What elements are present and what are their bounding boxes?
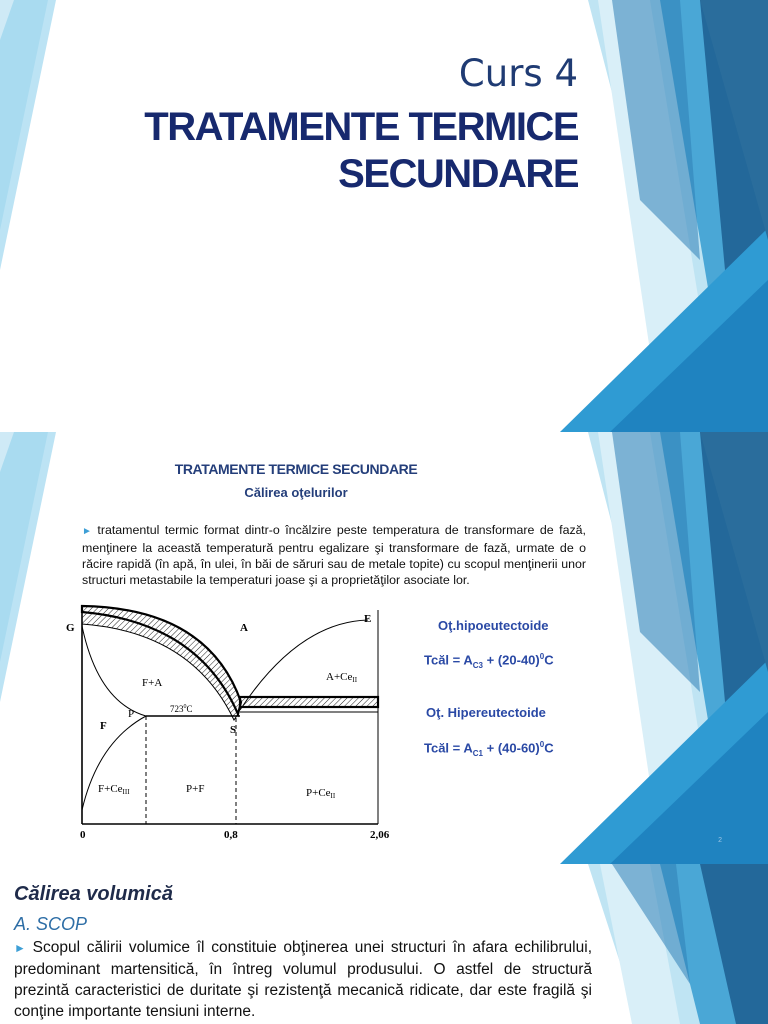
- slide-calirea-otelurilor: [0, 432, 768, 864]
- pq-curve: [82, 716, 146, 810]
- page-number: 2: [718, 837, 722, 844]
- title-line-2: SECUNDARE: [338, 152, 578, 196]
- tick-0-8: 0,8: [224, 829, 238, 841]
- label-a-plus-ce: A+CeII: [326, 671, 358, 684]
- phase-diagram: [58, 602, 403, 842]
- hatch-band-hyper: [240, 697, 378, 707]
- label-temperature: $723^0C$: [170, 704, 193, 714]
- hypereutectoid-formula: Tcăl = $A_{C1} + (40-60)^0C$: [424, 740, 554, 758]
- label-a: A: [240, 622, 248, 634]
- course-label: Curs 4: [458, 52, 578, 95]
- label-g: G: [66, 622, 75, 634]
- section-subheading: A. SCOP: [14, 914, 88, 934]
- definition-paragraph: [82, 522, 586, 588]
- label-f: F: [100, 720, 107, 732]
- tick-2-06: 2,06: [370, 829, 390, 841]
- section-heading: Călirea volumică: [14, 883, 173, 905]
- slide-heading: TRATAMENTE TERMICE SECUNDARE: [174, 461, 418, 477]
- label-p-plus-ce: P+CeII: [306, 787, 336, 800]
- left-deco-band: [0, 0, 56, 270]
- label-p-plus-f: P+F: [186, 783, 205, 795]
- slide-title: [0, 0, 768, 432]
- hypereutectoid-title: Oţ. Hipereutectoide: [426, 705, 546, 720]
- bullet-arrow-icon: ►: [14, 941, 26, 955]
- slide-calirea-volumica: [0, 864, 768, 1024]
- scope-paragraph: [14, 937, 592, 1022]
- tick-0: 0: [80, 829, 86, 841]
- slide-subheading: Călirea oţelurilor: [244, 485, 348, 500]
- bullet-arrow-icon: ►: [82, 526, 92, 537]
- decorative-shapes: [0, 0, 768, 432]
- hypoeutectoid-title: Oţ.hipoeutectoide: [438, 618, 549, 633]
- gp-curve: [82, 626, 146, 716]
- label-e: E: [364, 613, 372, 625]
- label-p: P: [128, 708, 135, 720]
- hypoeutectoid-formula: Tcăl = $A_{C3} + (20-40)^0C$: [424, 652, 554, 670]
- definition-text: tratamentul termic format dintr-o încălzire peste temperatura de transformare de fază, menţinere la această temperatură pentru egalizare şi transformare de fază, urmate de o răcire rapidă (în apă, în ulei, în băi de săruri sau de metale topite) cu scopul menţinerii unor structuri metastabile la temperaturi joase şi a proprietăţilor asociate lor.: [82, 523, 586, 587]
- left-deco-band: [0, 432, 56, 702]
- scope-text: Scopul călirii volumice îl constituie obţinerea unei structuri în afara echilibrului, predominant martensitică, în întreg volumul produsului. O astfel de structură prezintă caracteristici de duritate şi rezistenţă mecanică ridicate, dar este fragilă şi conţine importante tensiuni interne.: [14, 939, 592, 1020]
- slide-title-text: [58, 104, 578, 198]
- title-line-1: TRATAMENTE TERMICE: [144, 105, 578, 149]
- label-f-plus-a: F+A: [142, 677, 163, 689]
- label-f-plus-ce: F+CeIII: [98, 783, 130, 796]
- label-s: S: [230, 724, 237, 736]
